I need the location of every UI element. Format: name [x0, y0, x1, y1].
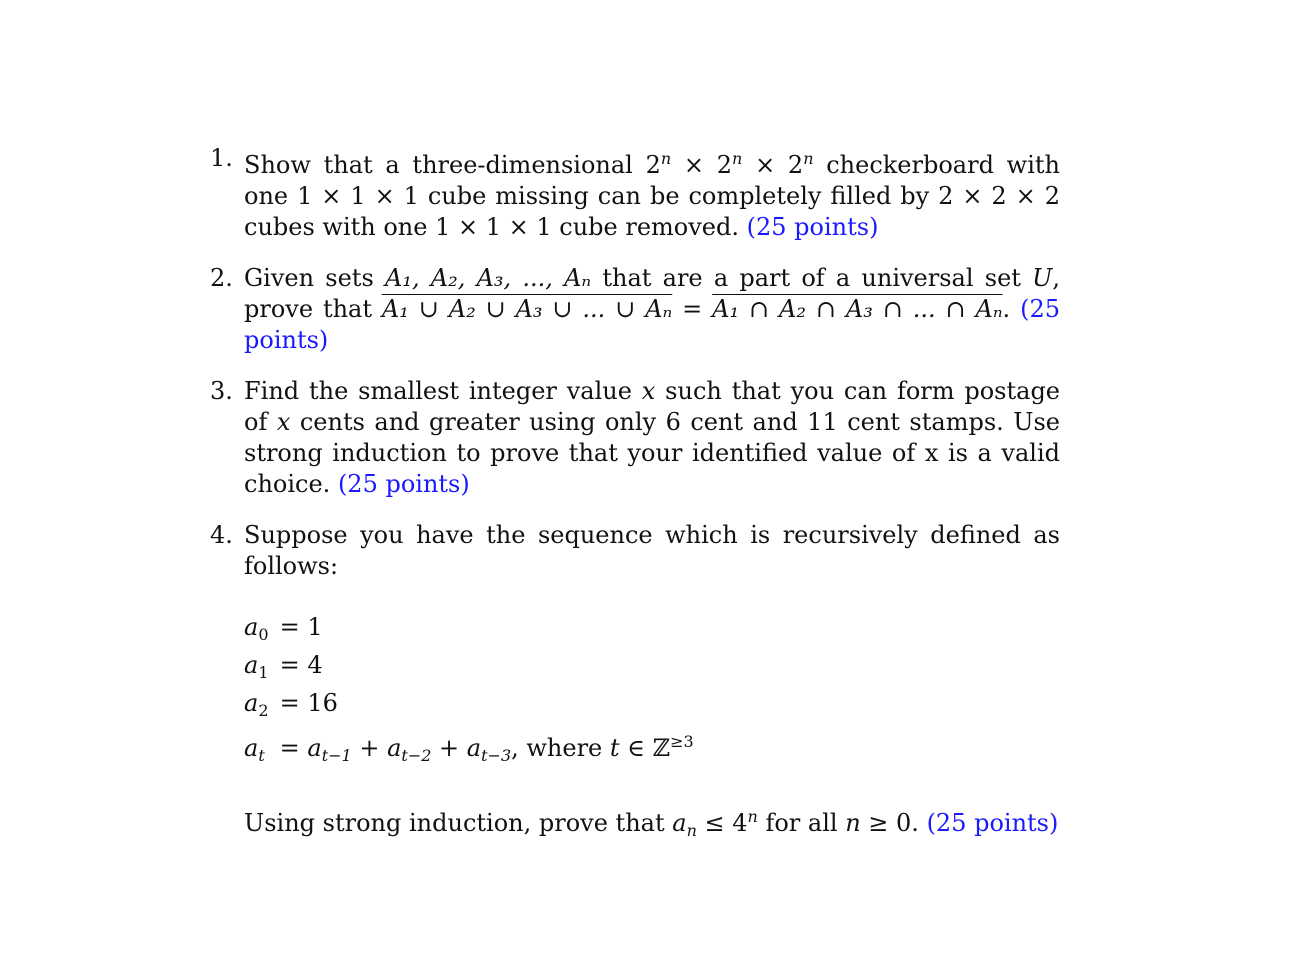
- math-universal-set: U: [1032, 264, 1053, 292]
- points-label: (25 points): [926, 809, 1059, 837]
- assignment-document: [210, 143, 1060, 846]
- math-exponent: n: [732, 149, 743, 168]
- problem-number: 1.: [210, 144, 233, 172]
- problem-4: [210, 520, 1060, 582]
- problem-text: Using strong induction, prove that: [244, 809, 673, 837]
- problem-text: Suppose you have the sequence which is recursively defined as follows:: [244, 521, 1060, 580]
- sequence-value: = 16: [279, 689, 338, 717]
- math-base: 2: [787, 151, 804, 179]
- problem-1: [210, 143, 1060, 243]
- term-letter: a: [387, 734, 402, 762]
- math-base: 2: [645, 151, 661, 179]
- sequence-line: [244, 612, 1060, 650]
- math-base: 2: [716, 151, 733, 179]
- math-plus: +: [431, 734, 467, 762]
- problem-2: [210, 263, 1060, 356]
- sequence-line: [244, 688, 1060, 726]
- math-variable: t: [609, 734, 620, 762]
- math-variable: x: [276, 408, 291, 436]
- term-letter: a: [307, 734, 322, 762]
- math-leq: ≤ 4: [696, 809, 748, 837]
- term-letter: a: [244, 613, 259, 641]
- math-exponent: n: [747, 807, 758, 826]
- term-letter: a: [672, 809, 687, 837]
- math-times: ×: [671, 151, 717, 179]
- sequence-line: [244, 650, 1060, 688]
- math-equals: =: [279, 734, 308, 762]
- math-geq: ≥ 0.: [860, 809, 919, 837]
- problem-text: Show that a three-dimensional: [244, 151, 646, 179]
- points-label: (25 points): [746, 213, 879, 241]
- problem-4-task: [210, 801, 1060, 846]
- sequence-definition: [210, 612, 1060, 771]
- term-letter: a: [244, 651, 259, 679]
- sequence-value: = 1: [279, 613, 323, 641]
- sequence-term: [244, 650, 272, 688]
- problem-text: , where: [511, 734, 610, 762]
- term-letter: a: [244, 734, 259, 762]
- term-index: t−2: [401, 746, 432, 765]
- points-label: (25 points): [337, 470, 470, 498]
- problem-text: that are a part of a universal set: [591, 264, 1033, 292]
- term-letter: a: [244, 689, 259, 717]
- math-integer-set: ℤ: [652, 734, 671, 762]
- term-letter: a: [466, 734, 482, 762]
- math-union-complement: A₁ ∪ A₂ ∪ A₃ ∪ ... ∪ Aₙ: [381, 295, 673, 323]
- sequence-term: [244, 612, 272, 650]
- math-set-list: A₁, A₂, A₃, ..., Aₙ: [384, 264, 592, 292]
- problem-text: checkerboard with one 1 × 1 × 1 cube missing can be completely filled by 2 × 2 × 2 cubes with one 1 × 1 × 1 cube removed.: [244, 151, 1060, 241]
- math-exponent: n: [660, 149, 672, 168]
- term-index: n: [686, 821, 697, 840]
- problem-text: cents and greater using only 6 cent and 11 cent stamps. Use strong induction to prove that your identified value of x is a valid choice.: [244, 408, 1061, 498]
- problem-text: Given sets: [244, 264, 385, 292]
- sequence-value: = 4: [279, 651, 323, 679]
- problem-3: [210, 376, 1060, 500]
- problem-number: 3.: [210, 377, 233, 405]
- math-exponent: n: [803, 149, 814, 168]
- problem-text: such that you can form postage of: [244, 377, 1061, 436]
- problem-number: 2.: [210, 264, 233, 292]
- math-element-of: ∈: [619, 734, 653, 762]
- term-index: t−3: [481, 746, 512, 765]
- math-intersection-complements: A₁ ∩ A₂ ∩ A₃ ∩ ... ∩ Aₙ: [712, 295, 1003, 323]
- problem-number: 4.: [210, 521, 233, 549]
- term-index: 1: [258, 663, 269, 682]
- math-plus: +: [351, 734, 388, 762]
- term-index: t−1: [321, 746, 352, 765]
- math-equals: =: [672, 295, 713, 323]
- math-period: .: [1002, 295, 1011, 323]
- math-set-constraint: ≥3: [670, 732, 694, 751]
- math-variable: x: [641, 377, 656, 405]
- math-times: ×: [742, 151, 788, 179]
- sequence-term: [244, 688, 272, 726]
- recurrence-line: [244, 726, 1060, 771]
- problem-text: Find the smallest integer value: [244, 377, 642, 405]
- term-index: t: [258, 746, 265, 765]
- math-variable: n: [845, 809, 861, 837]
- sequence-term: [244, 733, 272, 771]
- problem-text: , prove that: [244, 264, 1060, 323]
- term-index: 2: [258, 701, 269, 720]
- points-label: (25 points): [244, 295, 1060, 354]
- problem-text: for all: [757, 809, 846, 837]
- term-index: 0: [258, 625, 269, 644]
